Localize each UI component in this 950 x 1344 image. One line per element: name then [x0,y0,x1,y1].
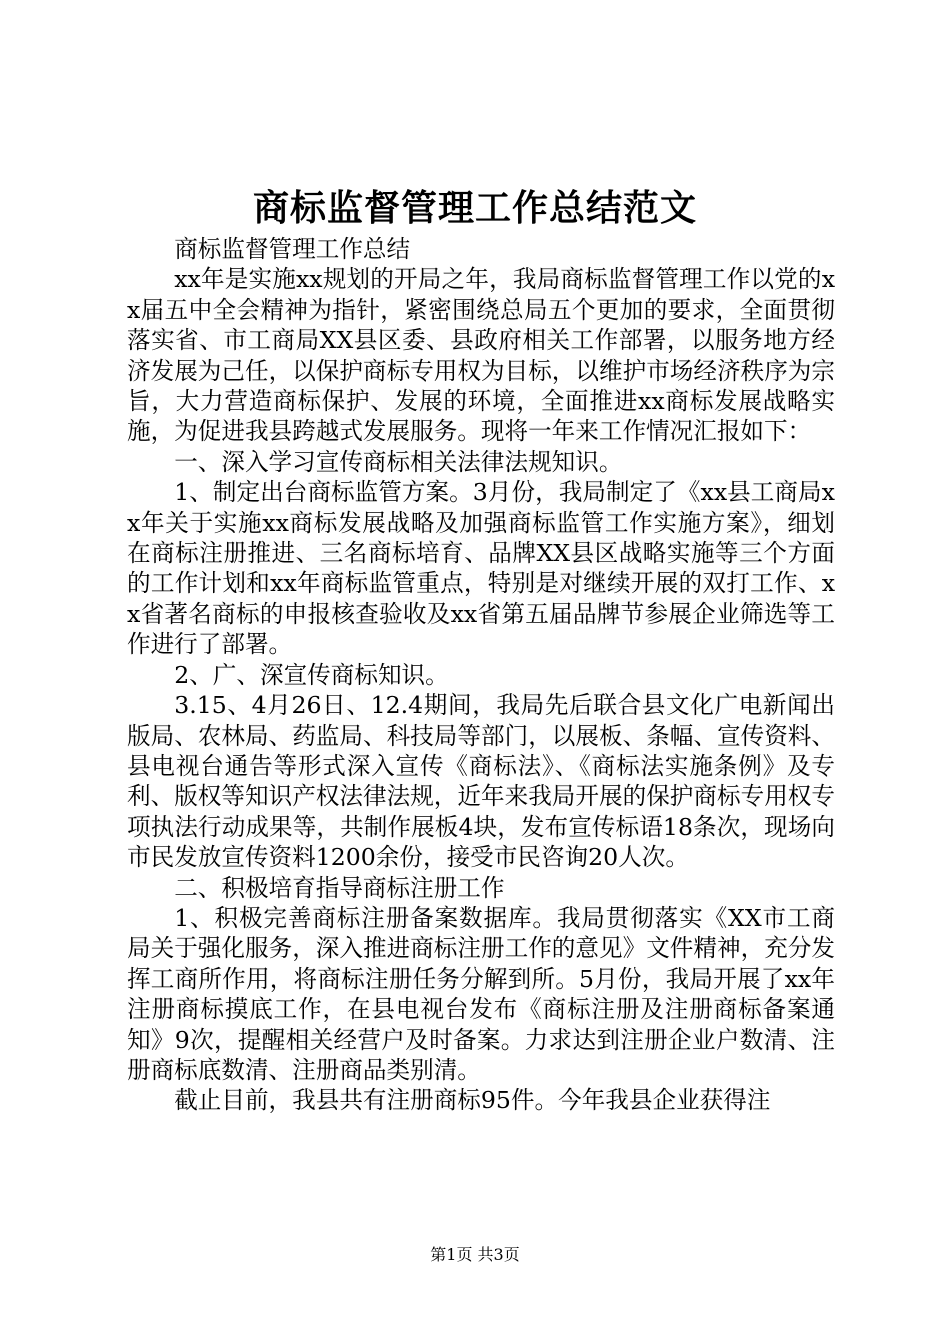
document-title: 商标监督管理工作总结范文 [252,187,697,229]
paragraph-1-2-heading: 2、广、深宣传商标知识。 [174,660,449,689]
paragraph-intro: xx年是实施xx规划的开局之年，我局商标监督管理工作以党的xx届五中全会精神为指针，紧密围绕总局五个更加的要求，全面贯彻落实省、市工商局XX县区委、县政府相关工作部署，以服务地方经济发展为己任，以保护商标专用权为目标，以维护市场经济秩序为宗旨，大力营造商标保护、发展的环境，全面推进xx商标发展战略实施，为促进我县跨越式发展服务。现将一年来工作情况汇报如下： [127,265,835,446]
document-body [127,234,835,1116]
paragraph-1-2: 3.15、4月26日、12.4期间，我局先后联合县文化广电新闻出版局、农林局、药监局、科技局等部门，以展板、条幅、宣传资料、县电视台通告等形式深入宣传《商标法》、《商标法实施条例》及专利、版权等知识产权法律法规，近年来我局开展的保护商标专用权专项执法行动成果等，共制作展板4块，发布宣传标语18条次，现场向市民发放宣传资料1200余份，接受市民咨询20人次。 [127,691,835,872]
section-heading-2: 二、积极培育指导商标注册工作 [174,873,505,902]
paragraph-subtitle: 商标监督管理工作总结 [174,235,411,263]
paragraph-1-1: 1、制定出台商标监管方案。3月份，我局制定了《xx县工商局xx年关于实施xx商标发展战略及加强商标监管工作实施方案》，细划在商标注册推进、三名商标培育、品牌XX县区战略实施等三个方面的工作计划和xx年商标监管重点，特别是对继续开展的双打工作、xx省著名商标的申报核查验收及xx省第五届品牌节参展企业筛选等工作进行了部署。 [127,478,835,659]
page-footer: 第1页 共3页 [430,1245,520,1264]
paragraph-2-1: 1、积极完善商标注册备案数据库。我局贯彻落实《XX市工商局关于强化服务，深入推进商标注册工作的意见》文件精神，充分发挥工商所作用，将商标注册任务分解到所。5月份，我局开展了xx年注册商标摸底工作，在县电视台发布《商标注册及注册商标备案通知》9次，提醒相关经营户及时备案。力求达到注册企业户数清、注册商标底数清、注册商品类别清。 [127,903,835,1084]
section-heading-1: 一、深入学习宣传商标相关法律法规知识。 [174,447,623,476]
paragraph-2-cont: 截止目前，我县共有注册商标95件。今年我县企业获得注 [174,1086,771,1115]
